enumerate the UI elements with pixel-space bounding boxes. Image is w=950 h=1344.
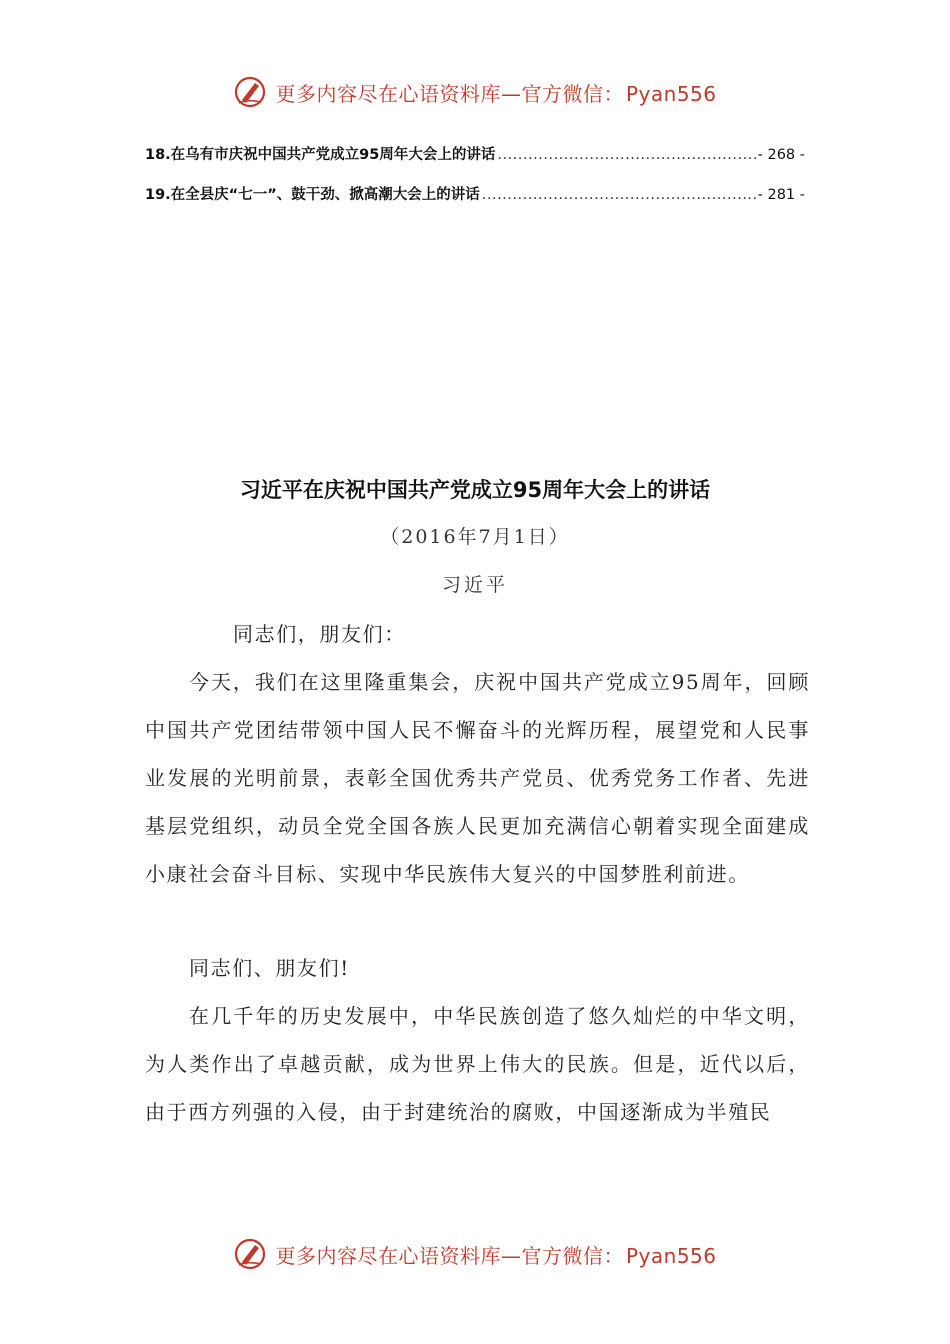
toc-leader-dots xyxy=(482,187,756,203)
toc-entry-title: 19.在全县庆“七一”、鼓干劲、掀高潮大会上的讲话 xyxy=(145,187,480,203)
pen-logo-icon xyxy=(233,1237,267,1271)
document-date: （2016年7月1日） xyxy=(380,526,570,548)
toc-entry-page: - 268 - xyxy=(757,147,805,163)
banner-wechat-id: Pyan556 xyxy=(625,1243,717,1268)
document-title: 习近平在庆祝中国共产党成立95周年大会上的讲话 xyxy=(239,478,711,502)
toc-leader-dots xyxy=(497,147,755,163)
paragraph-1: 今天，我们在这里隆重集会，庆祝中国共产党成立95周年，回顾中国共产党团结带领中国人民不懈奋斗的光辉历程，展望党和人民事业发展的光明前景，表彰全国优秀共产党员、优秀党务工作者、先进基层党组织，动员全党全国各族人民更加充满信心朝着实现全面建成小康社会奋斗目标、实现中华民族伟大复兴的中国梦胜利前进。 xyxy=(145,670,810,886)
footer-banner xyxy=(0,1234,950,1274)
toc-entry-18[interactable] xyxy=(145,143,805,167)
banner-text: 更多内容尽在心语资料库—官方微信： Pyan556 xyxy=(275,81,717,106)
header-banner xyxy=(0,72,950,112)
banner-text: 更多内容尽在心语资料库—官方微信： Pyan556 xyxy=(275,1243,717,1268)
pen-logo-icon xyxy=(233,75,267,109)
salutation-1: 同志们，朋友们： xyxy=(233,622,406,646)
toc-entry-19[interactable] xyxy=(145,183,805,207)
banner-wechat-id: Pyan556 xyxy=(625,81,717,106)
toc-entry-title: 18.在乌有市庆祝中国共产党成立95周年大会上的讲话 xyxy=(145,147,496,163)
document-author: 习近平 xyxy=(441,574,508,596)
toc-entry-page: - 281 - xyxy=(757,187,805,203)
salutation-2: 同志们、朋友们! xyxy=(189,956,350,980)
paragraph-2: 在几千年的历史发展中，中华民族创造了悠久灿烂的中华文明，为人类作出了卓越贡献，成为世界上伟大的民族。但是，近代以后，由于西方列强的入侵，由于封建统治的腐败，中国逐渐成为半殖民 xyxy=(145,1004,810,1124)
